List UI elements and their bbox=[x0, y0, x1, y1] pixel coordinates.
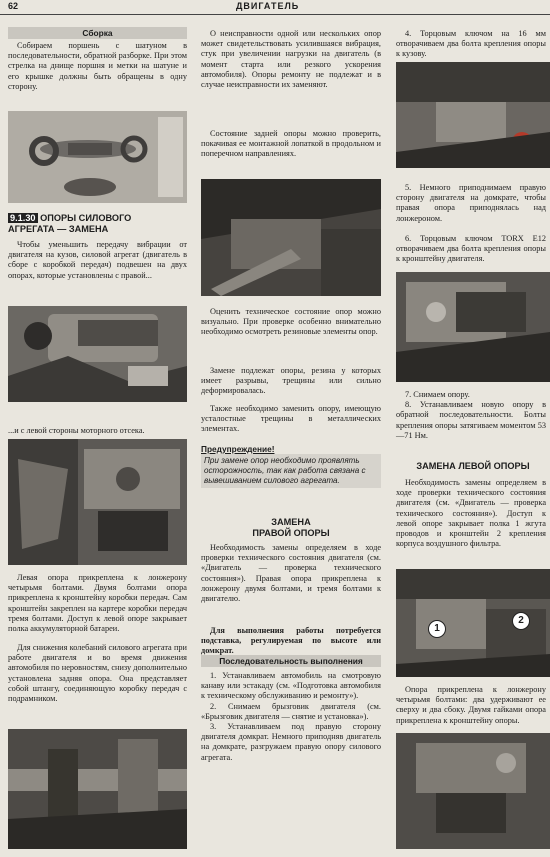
tools-text: Для выполнения работы потребуется подставка, регулируемая по высоте или домкрат. bbox=[201, 626, 381, 656]
photo-underside bbox=[201, 179, 381, 296]
photo-connecting-rod bbox=[8, 111, 187, 203]
left-mount-bolts-text: Опора прикреплена к лонжерону четырьмя болтами: два удерживают ее сверху и два сбоку. Двумя гайками опора прикреплена к кронштейну опоры. bbox=[396, 685, 546, 725]
photo-engine-left-side bbox=[8, 439, 187, 565]
rear-check-text: Состояние задней опоры можно проверить, покачивая ее монтажной лопаткой в продольном и поперечном направлениях. bbox=[201, 129, 381, 159]
caption-left-side: ...и с левой стороны моторного отсека. bbox=[8, 426, 145, 435]
left-mount-intro: Необходимость замены определяем в ходе проверки технического состояния двигателя (см. «Двигатель — проверка технического состояния»). Доступ к левой опоре закрывает полка 1 жгута проводов и кронштейн 2 крепления корпуса воздушного фильтра. bbox=[396, 478, 546, 549]
page-header bbox=[0, 0, 550, 15]
step-7-8 bbox=[396, 390, 546, 441]
malfunction-text: О неисправности одной или нескольких опор может свидетельствовать усилившаяся вибрация, стук при увеличении нагрузки на двигатель (в момент старта или резкого ускорения автомобиля). Опоры ремонту не подлежат и в случае неисправности их заменяют. bbox=[201, 29, 381, 90]
rear-mount-text: Для снижения колебаний силового агрегата при работе двигателя и во время движения автомобиля по неровностям, снизу дополнительно установлена задняя опора. Она представляет собой штангу, соединяющую коробку передач с подрамником. bbox=[8, 643, 187, 704]
fatigue-text: Также необходимо заменить опору, имеющую усталостные трещины в металлических элементах. bbox=[201, 404, 381, 434]
warning-text: При замене опор необходимо проявлять осторожность, так как работа связана с вывешиванием силового агрегата. bbox=[201, 454, 381, 488]
step-4: 4. Торцовым ключом на 16 мм отворачиваем два болта крепления опоры к кузову. bbox=[396, 29, 546, 59]
step-2: 2. Снимаем брызговик двигателя (см. «Брызговик двигателя — снятие и установка»). bbox=[201, 701, 381, 721]
callout-2: 2 bbox=[512, 612, 530, 630]
warning-title: Предупреждение! bbox=[201, 444, 275, 454]
section-number: 9.1.30 bbox=[10, 213, 36, 223]
replace-text: Замене подлежат опоры, резина у которых имеет разрывы, трещины или сильно деформировалась. bbox=[201, 366, 381, 396]
sequence-header: Последовательность выполнения bbox=[201, 655, 381, 667]
running-title: ДВИГАТЕЛЬ bbox=[236, 1, 300, 11]
step-5: 5. Немного приподнимаем правую сторону двигателя на домкрате, чтобы правая опора приподнялась над лонжероном. bbox=[396, 183, 546, 223]
left-mount-heading: ЗАМЕНА ЛЕВОЙ ОПОРЫ bbox=[416, 461, 530, 471]
step-1: 1. Устанавливаем автомобиль на смотровую канаву или эстакаду (см. «Подготовка автомобиля к техническому обслуживанию и ремонту»). bbox=[201, 671, 381, 701]
mounts-intro-text: Чтобы уменьшить передачу вибрации от двигателя на кузов, силовой агрегат (двигатель в сборе с коробкой передач) подвешен на двух опорах, которые установлены с правой... bbox=[8, 240, 187, 280]
left-mount-text: Левая опора прикреплена к лонжерону четырьмя болтами. Двумя болтами опора прикреплена к кронштейну коробки передач. Сам кронштейн закреплен на картере коробки передач тремя болтами. Доступ к левой опоре закрывает полка аккумуляторной батареи. bbox=[8, 573, 187, 634]
assembly-text: Собираем поршень с шатуном в последовательности, обратной разборке. При этом стрелка на днище поршня и метки на шатуне и его крышке должны быть обращены в одну сторону. bbox=[8, 41, 187, 91]
step-8: 8. Устанавливаем новую опору в обратной последовательности. Болты крепления опоры затягиваем моментом 53—71 Нм. bbox=[396, 400, 546, 440]
step-7: 7. Снимаем опору. bbox=[405, 390, 470, 399]
visual-check-text: Оценить техническое состояние опор можно визуально. При проверке особенно внимательно необходимо осмотреть резиновые элементы опор. bbox=[201, 307, 381, 337]
step-6: 6. Торцовым ключом TORX E12 отворачиваем два болта крепления опоры к кронштейну двигателя. bbox=[396, 234, 546, 264]
callout-1: 1 bbox=[428, 620, 446, 638]
photo-step-4 bbox=[396, 62, 550, 168]
right-mount-heading: ЗАМЕНА ПРАВОЙ ОПОРЫ bbox=[252, 517, 330, 538]
warning-block bbox=[201, 444, 381, 488]
photo-left-mount bbox=[396, 733, 550, 849]
right-mount-intro: Необходимость замены определяем в ходе проверки технического состояния двигателя (см. «Двигатель — проверка технического состояния»). Правая опора прикреплена к лонжерону двумя болтами, и тремя болтами к двигателю. bbox=[201, 543, 381, 604]
steps-1-3 bbox=[201, 671, 381, 763]
section-title: 9.1.30 ОПОРЫ СИЛОВОГО АГРЕГАТА — ЗАМЕНА bbox=[8, 213, 132, 234]
step-3: 3. Устанавливаем под правую сторону двигателя домкрат. Немного приподняв двигатель на домкрате, разгружаем правую опору силового агрегата. bbox=[201, 722, 381, 762]
assembly-box-header: Сборка bbox=[8, 27, 187, 39]
page-number: 62 bbox=[8, 1, 19, 11]
photo-rear-mount bbox=[8, 729, 187, 849]
photo-engine-right-side bbox=[8, 306, 187, 402]
photo-step-6 bbox=[396, 272, 550, 382]
